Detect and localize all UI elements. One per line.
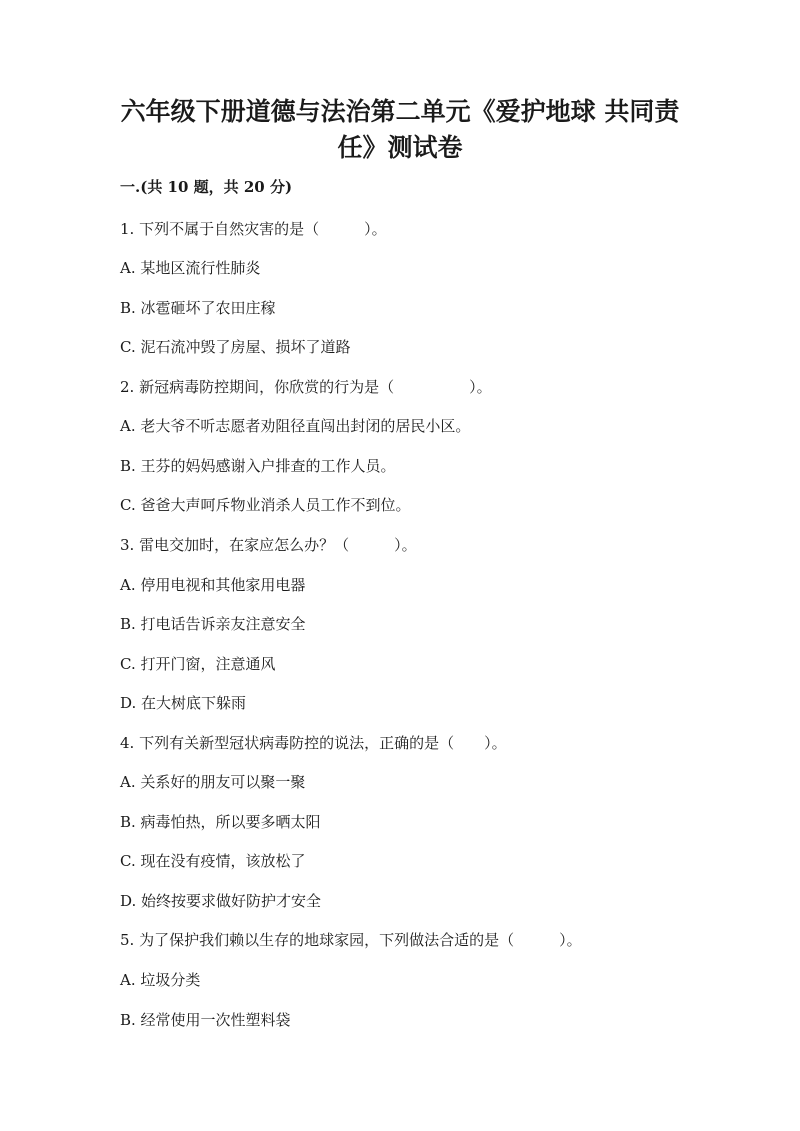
question-4-option-b: B. 病毒怕热，所以要多晒太阳 [120,813,321,831]
question-2-option-a: A. 老大爷不听志愿者劝阻径直闯出封闭的居民小区。 [120,417,471,435]
question-3-option-b: B. 打电话告诉亲友注意安全 [120,615,306,633]
title-line-2: 任》测试卷 [337,133,463,162]
question-2-option-c: C. 爸爸大声呵斥物业消杀人员工作不到位。 [120,496,411,514]
question-4-option-a: A. 关系好的朋友可以聚一聚 [120,773,306,791]
question-5-option-b: B. 经常使用一次性塑料袋 [120,1011,291,1029]
question-1-option-a: A. 某地区流行性肺炎 [120,259,261,277]
question-3-stem: 3. 雷电交加时，在家应怎么办？（ ）。 [120,536,417,554]
question-3-option-d: D. 在大树底下躲雨 [120,694,247,712]
page-title [100,94,700,166]
question-2-option-b: B. 王芬的妈妈感谢入户排查的工作人员。 [120,457,396,475]
section-heading: 一.(共 10 题，共 20 分) [120,178,293,196]
question-4-stem: 4. 下列有关新型冠状病毒防控的说法，正确的是（ ）。 [120,734,507,752]
question-1-stem: 1. 下列不属于自然灾害的是（ ）。 [120,220,387,238]
question-2-stem: 2. 新冠病毒防控期间，你欣赏的行为是（ ）。 [120,378,492,396]
question-3-option-a: A. 停用电视和其他家用电器 [120,576,306,594]
question-4-option-d: D. 始终按要求做好防护才安全 [120,892,322,910]
title-line-1: 六年级下册道德与法治第二单元《爱护地球 共同责 [120,97,680,126]
question-5-stem: 5. 为了保护我们赖以生存的地球家园，下列做法合适的是（ ）。 [120,931,582,949]
question-5-option-a: A. 垃圾分类 [120,971,201,989]
question-1-option-c: C. 泥石流冲毁了房屋、损坏了道路 [120,338,351,356]
question-3-option-c: C. 打开门窗，注意通风 [120,655,276,673]
question-4-option-c: C. 现在没有疫情，该放松了 [120,852,306,870]
question-1-option-b: B. 冰雹砸坏了农田庄稼 [120,299,276,317]
